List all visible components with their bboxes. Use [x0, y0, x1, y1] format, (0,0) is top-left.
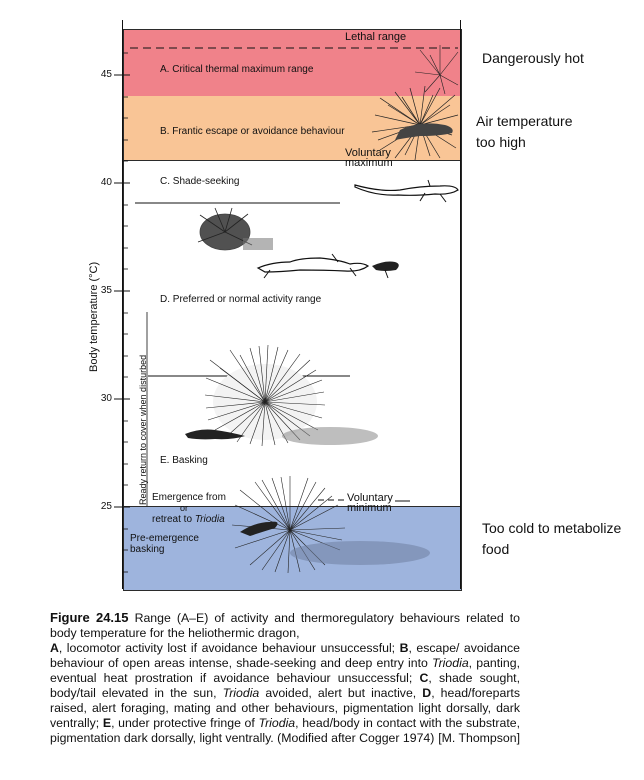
tick-label-40: 40: [100, 177, 112, 188]
caption-triodia-1: Triodia: [431, 656, 469, 670]
tick-label-30: 30: [100, 393, 112, 404]
pre-emergence-label: Pre-emergence basking: [130, 533, 199, 555]
shadow-c: [243, 238, 273, 250]
band-label-c: C. Shade-seeking: [160, 176, 240, 187]
band-label-d: D. Preferred or normal activity range: [160, 294, 322, 305]
shadow-e: [282, 427, 378, 445]
caption-text-d: , head/foreparts raised, alert foraging, mating and other behaviours, pigmentation light dorsally, dark ventrally;: [50, 686, 520, 730]
caption-intro: Range (A–E) of activity and thermoregulatory behaviours related to body temperature for the heliothermic dragon,: [50, 611, 520, 640]
caption-text-e: , under protective fringe of: [111, 716, 259, 730]
emergence-from-label: Emergence from: [152, 492, 226, 503]
side-note-too-cold-2: food: [482, 541, 510, 557]
band-label-e: E. Basking: [160, 455, 208, 466]
side-note-air-temp-2: too high: [476, 134, 526, 150]
shadow-emergence: [290, 541, 430, 565]
band-label-a: A. Critical thermal maximum range: [160, 64, 314, 75]
tick-label-45: 45: [100, 69, 112, 80]
retreat-label: [152, 514, 225, 525]
retreat-text: retreat to: [152, 514, 195, 525]
caption-triodia-3: Triodia: [258, 716, 296, 730]
caption-key-e: E: [102, 716, 112, 730]
tick-label-25: 25: [100, 501, 112, 512]
lizard-c: [355, 185, 458, 195]
caption-figure-number: Figure 24.15: [50, 610, 129, 625]
caption-text-b2: , panting, eventual heat prostration if avoidance behaviour unsuccessful;: [50, 656, 520, 685]
lizard-d2: [372, 262, 399, 272]
caption-text-c: , shade sought, body/tail elevated in the sun,: [50, 671, 520, 700]
side-note-dangerously-hot: Dangerously hot: [482, 50, 584, 66]
lizard-emergence: [240, 522, 278, 536]
caption-key-a: A: [50, 641, 59, 655]
figure-caption: [50, 610, 520, 746]
caption-key-c: C: [419, 671, 429, 685]
caption-key-b: B: [399, 641, 409, 655]
side-note-air-temp-1: Air temperature: [476, 113, 573, 129]
retreat-triodia: Triodia: [194, 514, 225, 525]
minor-ticks: [123, 53, 128, 572]
voluntary-minimum-label: Voluntary minimum: [347, 492, 393, 514]
lethal-range-label: Lethal range: [345, 31, 407, 43]
caption-text-a: , locomotor activity lost if avoidance behaviour unsuccessful;: [58, 641, 400, 655]
lizard-c-legs: [420, 180, 446, 202]
caption-text-b: , escape/ avoidance behaviour of open areas intense, shade-seeking and deep entry into: [50, 641, 520, 670]
caption-key-d: D: [422, 686, 432, 700]
or-label: or: [180, 503, 189, 513]
caption-text-c2: avoided, alert but inactive,: [259, 686, 423, 700]
ready-return-note: Ready return to cover when disturbed: [138, 354, 148, 505]
caption-triodia-2: Triodia: [222, 686, 260, 700]
y-axis-label: Body temperature (°C): [88, 261, 100, 372]
side-note-too-cold-1: Too cold to metabolize: [482, 520, 622, 536]
lizard-d-legs: [264, 254, 388, 278]
tick-label-35: 35: [100, 285, 112, 296]
band-label-b: B. Frantic escape or avoidance behaviour: [160, 126, 345, 137]
caption-text-e2: , head/body in contact with the substrate, pigmentation dark dorsally, light ventrally. (Modified after Cogger 1974): [50, 716, 521, 745]
caption-credit: [M. Thompson]: [438, 731, 520, 745]
triodia-tussock-a: [415, 45, 458, 94]
voluntary-maximum-label: Voluntary maximum: [345, 147, 393, 169]
